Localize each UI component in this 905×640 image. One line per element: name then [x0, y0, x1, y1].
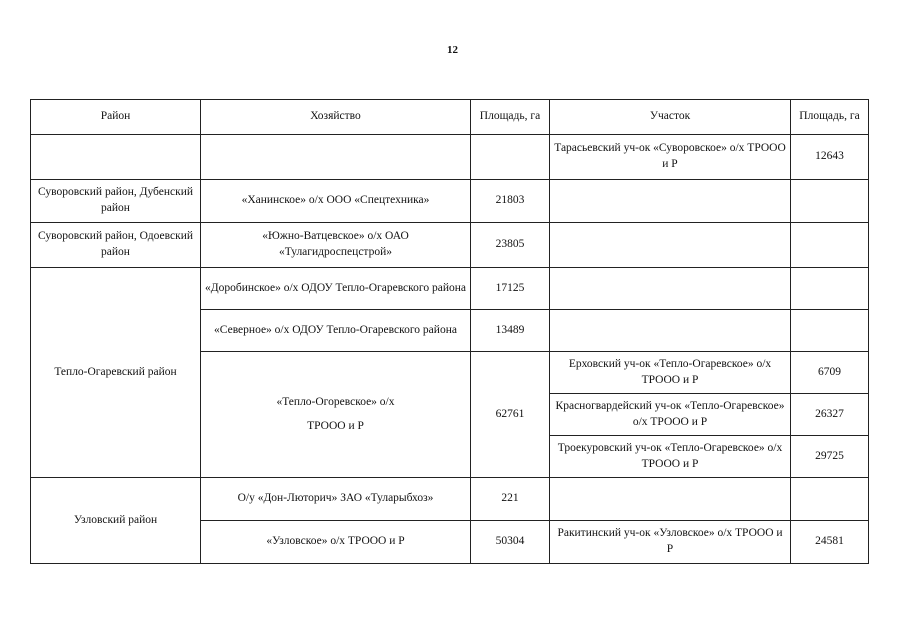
header-plot: Участок	[550, 100, 791, 135]
header-district: Район	[31, 100, 201, 135]
cell-area: 62761	[471, 352, 550, 478]
cell-plot	[550, 310, 791, 352]
cell-plot-area: 6709	[791, 352, 869, 394]
cell-plot-area	[791, 180, 869, 223]
cell-area: 23805	[471, 223, 550, 268]
cell-farm: О/у «Дон-Люторич» ЗАО «Туларыбхоз»	[201, 478, 471, 521]
cell-plot-area: 24581	[791, 521, 869, 564]
cell-farm	[201, 352, 471, 478]
cell-plot: Ракитинский уч-ок «Узловское» о/х ТРООО и Р	[550, 521, 791, 564]
cell-area: 21803	[471, 180, 550, 223]
cell-plot: Ерховский уч-ок «Тепло-Огаревское» о/х ТРООО и Р	[550, 352, 791, 394]
cell-farm: «Северное» о/х ОДОУ Тепло-Огаревского района	[201, 310, 471, 352]
cell-farm: «Южно-Ватцевское» о/х ОАО «Тулагидроспецстрой»	[201, 223, 471, 268]
header-area: Площадь, га	[471, 100, 550, 135]
table-header-row	[31, 100, 869, 135]
cell-district: Узловский район	[31, 478, 201, 564]
cell-plot	[550, 268, 791, 310]
header-farm: Хозяйство	[201, 100, 471, 135]
hunting-areas-table	[30, 99, 869, 564]
cell-plot-area: 29725	[791, 436, 869, 478]
table-row	[31, 478, 869, 521]
cell-district: Суворовский район, Дубенский район	[31, 180, 201, 223]
cell-plot	[550, 478, 791, 521]
cell-area: 13489	[471, 310, 550, 352]
header-plot-area: Площадь, га	[791, 100, 869, 135]
cell-plot-area	[791, 478, 869, 521]
cell-area: 221	[471, 478, 550, 521]
table-row	[31, 180, 869, 223]
cell-plot-area: 26327	[791, 394, 869, 436]
cell-district: Тепло-Огаревский район	[31, 268, 201, 478]
farm-name-line: «Тепло-Огоревское» о/х	[276, 395, 395, 408]
cell-plot: Красногвардейский уч-ок «Тепло-Огаревское» о/х ТРООО и Р	[550, 394, 791, 436]
table-row	[31, 268, 869, 310]
cell-farm	[201, 135, 471, 180]
farm-name-line: ТРООО и Р	[307, 419, 364, 432]
cell-plot	[550, 180, 791, 223]
page-number: 12	[447, 44, 458, 56]
cell-plot-area	[791, 223, 869, 268]
cell-farm: «Ханинское» о/х ООО «Спецтехника»	[201, 180, 471, 223]
cell-plot-area: 12643	[791, 135, 869, 180]
cell-plot-area	[791, 268, 869, 310]
cell-district: Суворовский район, Одоевский район	[31, 223, 201, 268]
cell-area: 50304	[471, 521, 550, 564]
cell-farm: «Доробинское» о/х ОДОУ Тепло-Огаревского района	[201, 268, 471, 310]
cell-district	[31, 135, 201, 180]
cell-plot: Троекуровский уч-ок «Тепло-Огаревское» о/х ТРООО и Р	[550, 436, 791, 478]
cell-plot-area	[791, 310, 869, 352]
cell-farm: «Узловское» о/х ТРООО и Р	[201, 521, 471, 564]
table-row	[31, 223, 869, 268]
table-row	[31, 135, 869, 180]
cell-plot	[550, 223, 791, 268]
cell-area	[471, 135, 550, 180]
cell-plot: Тарасьевский уч-ок «Суворовское» о/х ТРООО и Р	[550, 135, 791, 180]
cell-area: 17125	[471, 268, 550, 310]
